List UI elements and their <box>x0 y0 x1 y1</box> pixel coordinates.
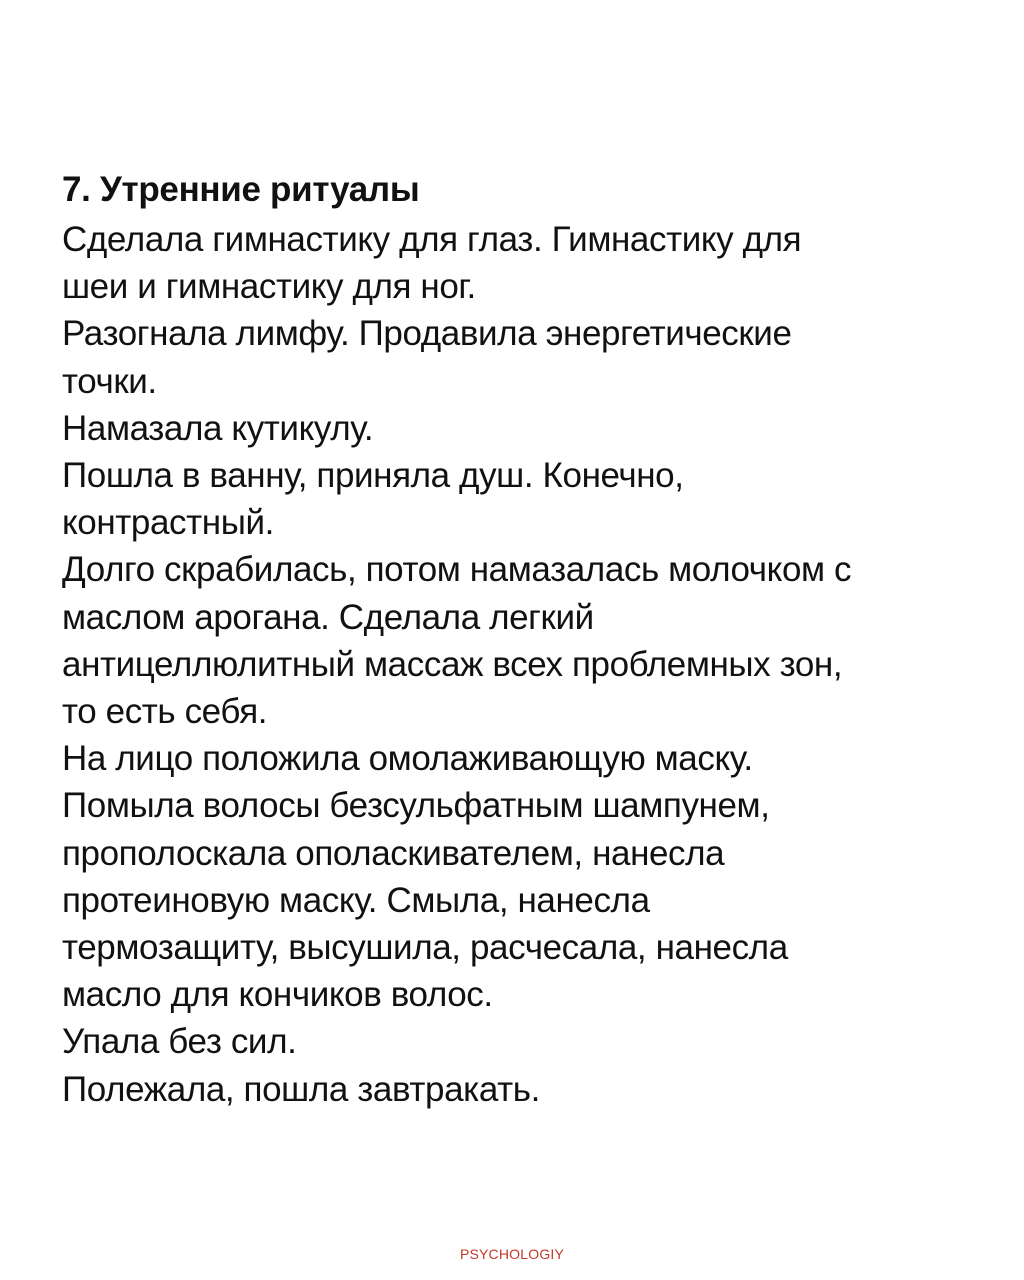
text-line: контрастный. <box>62 503 274 543</box>
text-line: маслом арогана. Сделала легкий <box>62 597 594 637</box>
text-line: Полежала, пошла завтракать. <box>62 1069 540 1109</box>
text-line: Намазала кутикулу. <box>62 408 374 448</box>
text-line: Сделала гимнастику для глаз. Гимнастику для <box>62 220 802 259</box>
article-body <box>62 164 982 1113</box>
text-line: шеи и гимнастику для ног. <box>62 267 476 307</box>
text-line: Долго скрабилась, потом намазалась молочком с <box>62 550 852 590</box>
text-line: точки. <box>62 361 157 401</box>
article-heading: 7. Утренние ритуалы <box>62 170 420 209</box>
text-line: прополоскала ополаскивателем, нанесла <box>62 833 725 873</box>
text-line: то есть себя. <box>62 692 268 732</box>
text-line: Помыла волосы безсульфатным шампунем, <box>62 786 770 826</box>
text-line: Пошла в ванну, приняла душ. Конечно, <box>62 456 684 496</box>
text-line: протеиновую маску. Смыла, нанесла <box>62 880 650 920</box>
text-line: Разогнала лимфу. Продавила энергетические <box>62 314 792 354</box>
text-line: термозащиту, высушила, расчесала, нанесла <box>62 928 788 968</box>
text-line: На лицо положила омолаживающую маску. <box>62 739 753 779</box>
footer-watermark: PSYCHOLOGIY <box>459 1246 565 1262</box>
text-line: Упала без сил. <box>62 1022 297 1062</box>
text-line: масло для кончиков волос. <box>62 975 493 1015</box>
text-line: антицеллюлитный массаж всех проблемных зон, <box>62 644 843 684</box>
